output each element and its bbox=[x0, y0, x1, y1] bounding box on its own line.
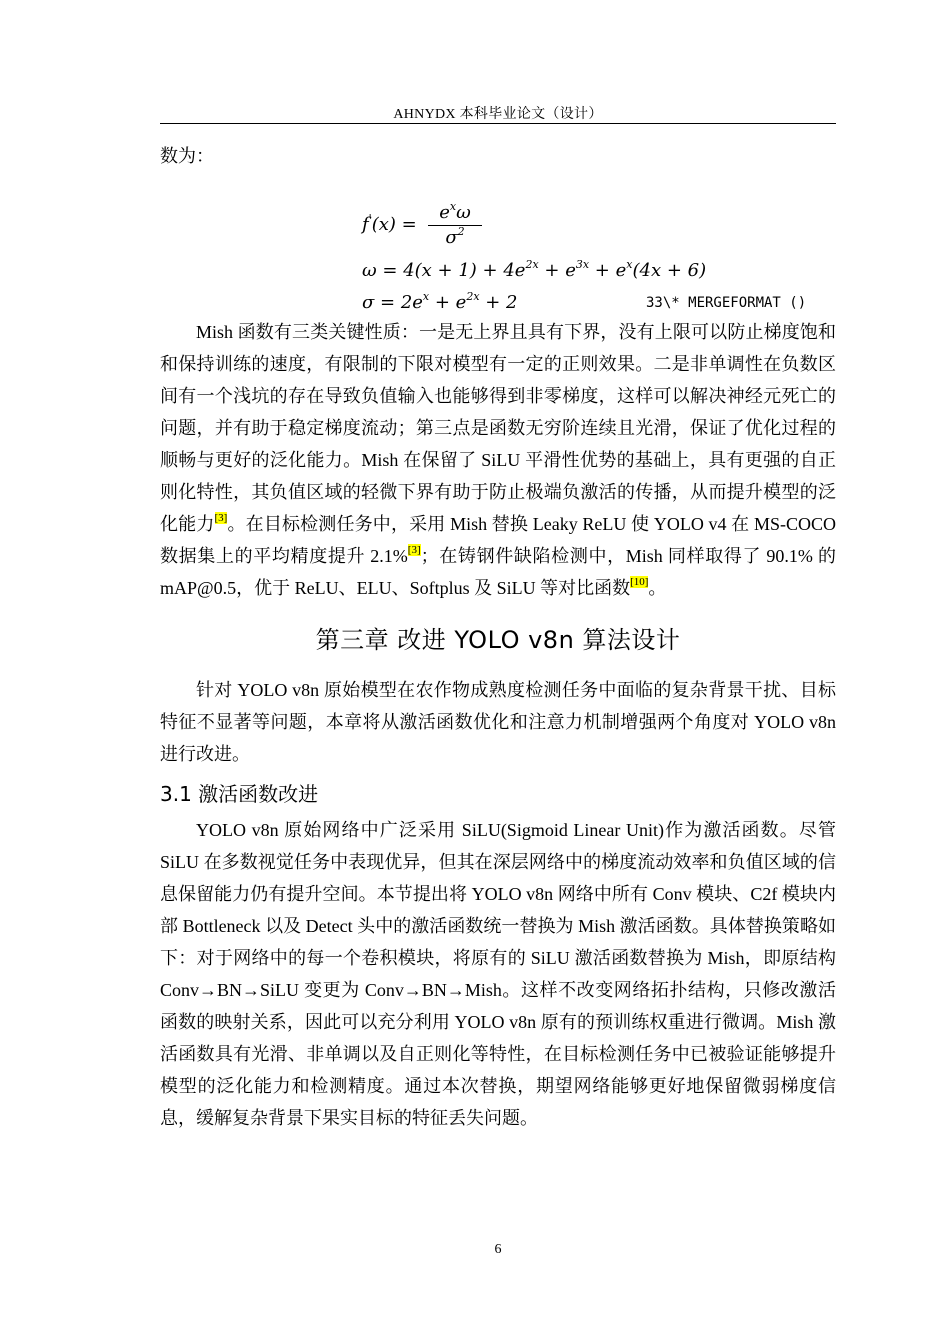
paragraph-activation-improvement: YOLO v8n 原始网络中广泛采用 SiLU(Sigmoid Linear Unit)作为激活函数。尽管 SiLU 在多数视觉任务中表现优异，但其在深层网络中的梯度流动效率和负值区域的信息保留能力仍有提升空间。本节提出将 YOLO v8n 网络中所有 Conv 模块、C2f 模块内部 Bottleneck 以及 Detect 头中的激活函数统一替换为 Mish 激活函数。具体替换策略如下：对于网络中的每一个卷积模块，将原有的 SiLU 激活函数替换为 Mish，即原结构 Conv→BN→SiLU 变更为 Conv→BN→Mish。这样不改变网络拓扑结构，只修改激活函数的映射关系，因此可以充分利用 YOLO v8n 原有的预训练权重进行微调。Mish 激活函数具有光滑、非单调以及自正则化等特性，在目标检测任务中已被验证能够提升模型的泛化能力和检测精度。通过本次替换，期望网络能够更好地保留微弱梯度信息，缓解复杂背景下果实目标的特征丢失问题。 bbox=[160, 820, 836, 1128]
f-symbol: f bbox=[362, 214, 369, 235]
paragraph-chapter-intro: 针对 YOLO v8n 原始模型在农作物成熟度检测任务中面临的复杂背景干扰、目标特征不显著等问题，本章将从激活函数优化和注意力机制增强两个角度对 YOLO v8n 进行改进。 bbox=[160, 680, 836, 764]
eq3-part-b: + e bbox=[429, 292, 467, 313]
para1-text-b: 。在目标检测任务中，采用 Mish 替换 Leaky ReLU 使 YOLO v4 在 MS-COCO 数据集上的平均精度提升 2.1% bbox=[160, 514, 837, 566]
numerator bbox=[428, 202, 482, 226]
citation-ref[interactable]: [3] bbox=[214, 512, 228, 524]
page-body bbox=[160, 140, 836, 1134]
eq3-exp-2: 2x bbox=[466, 290, 480, 303]
equation-number: 33\* MERGEFORMAT () bbox=[646, 295, 807, 311]
formula-block bbox=[160, 172, 836, 316]
citation-ref[interactable]: [10] bbox=[630, 576, 649, 588]
num-omega: ω bbox=[456, 202, 471, 223]
paragraph-mish-properties bbox=[160, 316, 836, 604]
eq2-part-c: + e bbox=[589, 260, 627, 281]
prime-mark: ' bbox=[368, 212, 372, 225]
num-exp: x bbox=[449, 200, 457, 213]
chapter-title: 第三章 改进 YOLO v8n 算法设计 bbox=[315, 626, 681, 654]
eq2-part-a: ω = 4(x + 1) + 4e bbox=[362, 260, 526, 281]
para1-text-a: Mish 函数有三类关键性质：一是无上界且具有下界，没有上限可以防止梯度饱和和保持训练的速度，有限制的下限对模型有一定的正则效果。二是非单调性在负数区间有一个浅坑的存在导致负值输入也能够得到非零梯度，这样可以解决神经元死亡的问题，并有助于稳定梯度流动；第三点是函数无穷阶连续且光滑，保证了优化过程的顺畅与更好的泛化能力。Mish 在保留了 SiLU 平滑性优势的基础上，具有更强的自正则化特性，其负值区域的轻微下界有助于防止极端负激活的传播，从而提升模型的泛化能力 bbox=[160, 322, 836, 534]
citation-ref[interactable]: [3] bbox=[407, 544, 421, 556]
equation-lhs bbox=[362, 214, 417, 235]
intro-line: 数为： bbox=[160, 146, 214, 166]
lhs-args: (x) = bbox=[371, 214, 417, 235]
equation-sigma bbox=[362, 292, 518, 313]
para1-text-c: ；在铸钢件缺陷检测中，Mish 同样取得了 90.1% 的 mAP@0.5，优于 ReLU、ELU、Softplus 及 SiLU 等对比函数 bbox=[160, 546, 836, 598]
num-e: e bbox=[439, 202, 450, 223]
eq2-exp-2: 3x bbox=[575, 258, 590, 271]
equation-omega bbox=[362, 260, 706, 281]
eq2-exp-1: 2x bbox=[525, 258, 539, 271]
fraction bbox=[428, 202, 482, 248]
eq3-part-a: σ = 2e bbox=[362, 292, 423, 313]
eq2-part-d: (4x + 6) bbox=[632, 260, 707, 281]
eq3-part-c: + 2 bbox=[479, 292, 518, 313]
header-rule bbox=[160, 123, 836, 124]
running-header: AHNYDX 本科毕业论文（设计） bbox=[393, 107, 603, 122]
den-sigma: σ bbox=[445, 227, 458, 248]
eq2-exp-3: x bbox=[626, 258, 633, 271]
page-number: 6 bbox=[494, 1242, 502, 1257]
den-exp: 2 bbox=[457, 225, 465, 238]
eq2-part-b: + e bbox=[538, 260, 576, 281]
para1-text-d: 。 bbox=[648, 578, 667, 598]
section-title: 3.1 激活函数改进 bbox=[160, 782, 319, 806]
eq3-exp-1: x bbox=[422, 290, 430, 303]
denominator bbox=[428, 226, 482, 248]
